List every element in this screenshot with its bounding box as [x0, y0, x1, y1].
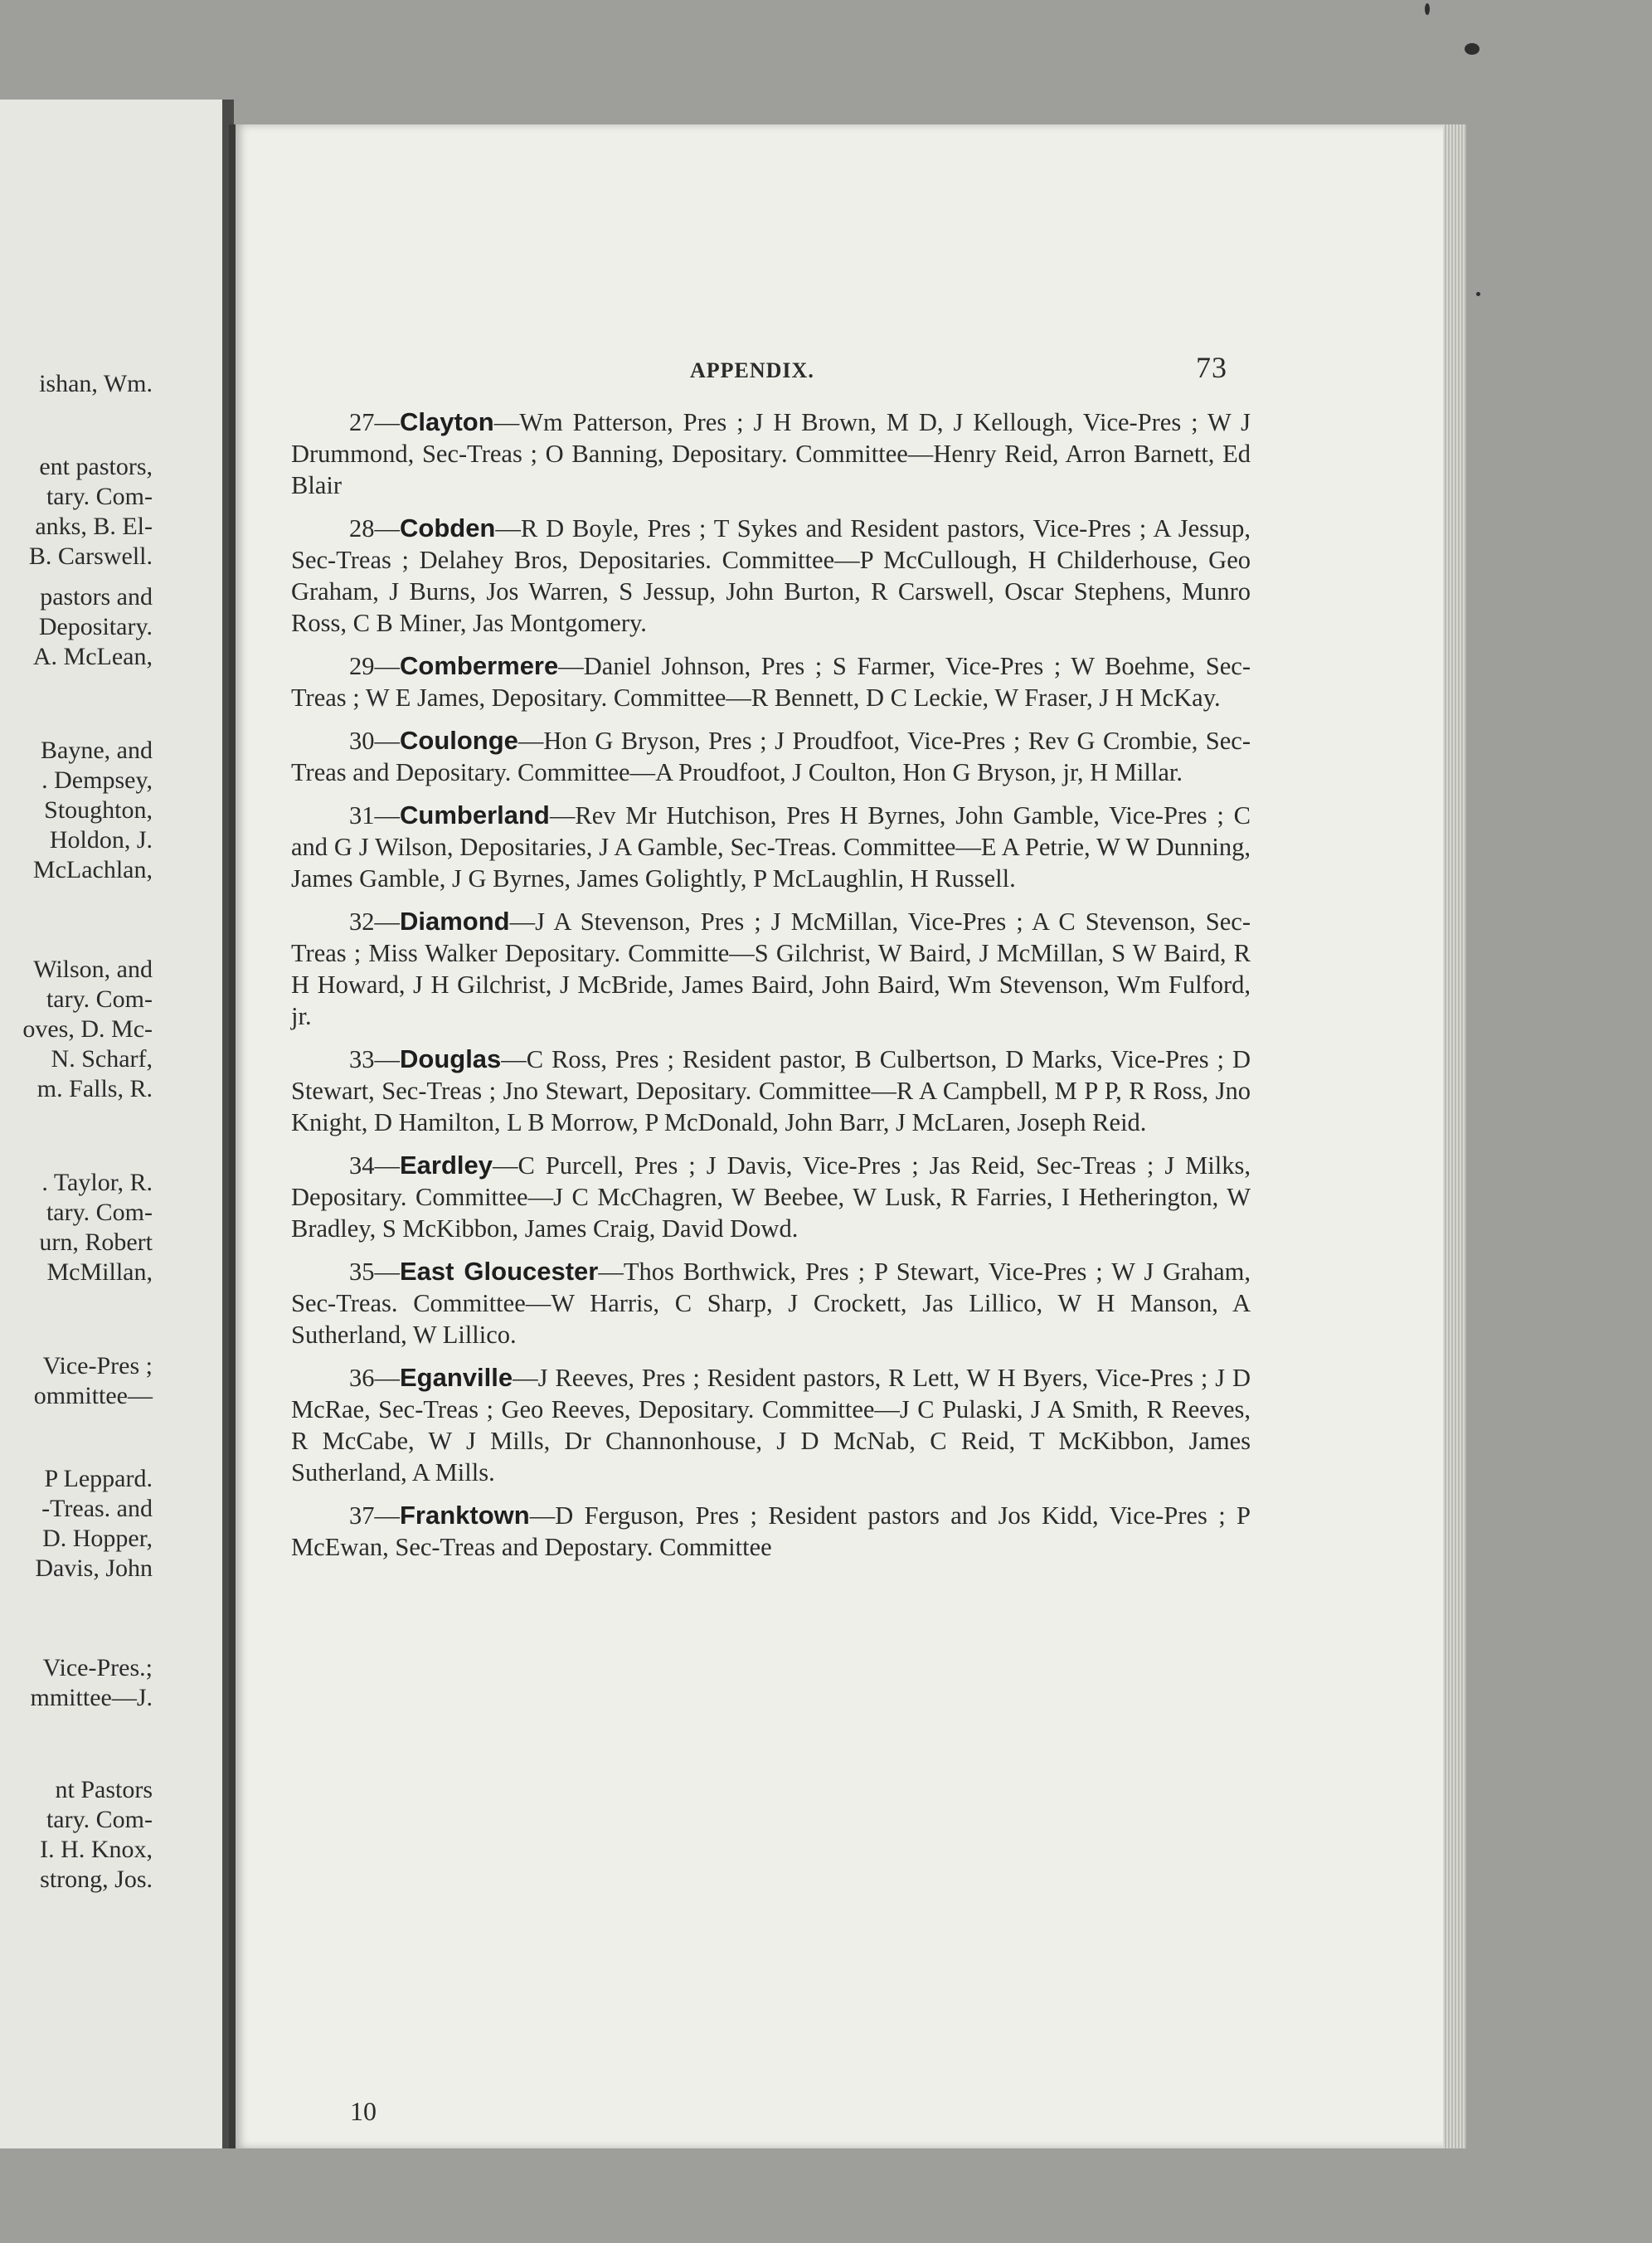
list-item: 32—Diamond—J A Stevenson, Pres ; J McMillan, Vice-Pres ; A C Stevenson, Sec-Treas ; Miss Walker Depositary. Committe—S Gilchrist, W Baird, J McMillan, S W Baird, R H Howard, J H Gilchrist, J McBride, James Baird, John Baird, Wm Stevenson, Wm Fulford, jr. — [291, 907, 1251, 1030]
left-page-line: ishan, Wm. — [39, 370, 153, 397]
left-page-line: I. H. Knox, — [40, 1836, 153, 1863]
list-item: 35—East Gloucester—Thos Borthwick, Pres ; P Stewart, Vice-Pres ; W J Graham, Sec-Treas. Committee—W Harris, C Sharp, J Crockett, Jas Lillico, W H Manson, A Sutherland, W Lillico. — [291, 1257, 1251, 1349]
left-page-line: oves, D. Mc- — [22, 1015, 153, 1043]
list-item: 29—Combermere—Daniel Johnson, Pres ; S Farmer, Vice-Pres ; W Boehme, Sec-Treas ; W E James, Depositary. Committee—R Bennett, D C Leckie, W Fraser, J H McKay. — [291, 651, 1251, 712]
left-page-line: anks, B. El- — [35, 513, 153, 540]
left-page-line: ent pastors, — [39, 453, 153, 480]
left-page-line: McMillan, — [46, 1258, 153, 1286]
left-page-line: Vice-Pres.; — [42, 1654, 153, 1681]
dust-speck — [1476, 292, 1480, 296]
left-page-line: Stoughton, — [44, 796, 153, 824]
list-item: 28—Cobden—R D Boyle, Pres ; T Sykes and Resident pastors, Vice-Pres ; A Jessup, Sec-Treas ; Delahey Bros, Depositaries. Committee—P McCullough, H Childerhouse, Geo Graham, J Burns, Jos Warren, S Jessup, John Burton, R Carswell, Oscar Stephens, Munro Ross, C B Miner, Jas Montgomery. — [291, 513, 1251, 637]
left-page-line: A. McLean, — [32, 643, 153, 670]
dust-speck — [1425, 3, 1430, 15]
entry-name: Franktown — [400, 1501, 530, 1530]
running-head: APPENDIX. — [690, 358, 814, 382]
left-page-line: urn, Robert — [39, 1229, 153, 1256]
entry-name: Diamond — [400, 907, 510, 936]
page-edges — [1443, 124, 1466, 2148]
entry-name: Eganville — [400, 1363, 513, 1392]
left-page-line: tary. Com- — [46, 483, 153, 510]
left-page-line: mmittee—J. — [30, 1684, 153, 1711]
list-item: 31—Cumberland—Rev Mr Hutchison, Pres H Byrnes, John Gamble, Vice-Pres ; C and G J Wilson, Depositaries, J A Gamble, Sec-Treas. Committee—E A Petrie, W W Dunning, James Gamble, J G Byrnes, James Golightly, P McLaughlin, H Russell. — [291, 800, 1251, 893]
list-item: 37—Franktown—D Ferguson, Pres ; Resident pastors and Jos Kidd, Vice-Pres ; P McEwan, Sec-Treas and Depostary. Committee — [291, 1501, 1251, 1561]
left-page-line: . Taylor, R. — [41, 1169, 153, 1196]
page-number: 73 — [1196, 351, 1227, 384]
left-page-line: ommittee— — [33, 1382, 153, 1409]
entry-name: Clayton — [400, 407, 494, 436]
left-page-line: -Treas. and — [41, 1495, 153, 1522]
left-page-line: pastors and — [40, 583, 153, 611]
left-page-line: D. Hopper, — [42, 1525, 153, 1552]
left-page-line: B. Carswell. — [28, 543, 153, 570]
signature-mark: 10 — [350, 2096, 377, 2126]
left-page-line: Davis, John — [35, 1555, 153, 1582]
left-page-line: Wilson, and — [33, 956, 153, 983]
entry-name: Eardley — [400, 1151, 493, 1180]
list-item: 36—Eganville—J Reeves, Pres ; Resident pastors, R Lett, W H Byers, Vice-Pres ; J D McRae, Sec-Treas ; Geo Reeves, Depositary. Committee—J C Pulaski, J A Smith, R Reeves, R McCabe, W J Mills, Dr Channonhouse, J D McNab, C Reid, T McKibbon, James Sutherland, A Mills. — [291, 1363, 1251, 1486]
list-item: 34—Eardley—C Purcell, Pres ; J Davis, Vice-Pres ; Jas Reid, Sec-Treas ; J Milks, Depositary. Committee—J C McChagren, W Beebee, W Lusk, R Farries, I Hetherington, W Bradley, S McKibbon, James Craig, David Dowd. — [291, 1151, 1251, 1243]
left-page-line: tary. Com- — [46, 1806, 153, 1833]
entry-name: Cobden — [400, 513, 496, 543]
entry-name: East Gloucester — [400, 1257, 599, 1286]
right-page — [229, 124, 1451, 2148]
left-page — [0, 100, 227, 2148]
left-page-line: nt Pastors — [55, 1776, 153, 1803]
list-item: 30—Coulonge—Hon G Bryson, Pres ; J Proudfoot, Vice-Pres ; Rev G Crombie, Sec-Treas and Depositary. Committee—A Proudfoot, J Coulton, Hon G Bryson, jr, H Millar. — [291, 726, 1251, 786]
page-body — [291, 406, 1251, 1574]
entry-name: Combermere — [400, 651, 559, 680]
list-item: 27—Clayton—Wm Patterson, Pres ; J H Brown, M D, J Kellough, Vice-Pres ; W J Drummond, Sec-Treas ; O Banning, Depositary. Committee—Henry Reid, Arron Barnett, Ed Blair — [291, 407, 1251, 499]
entry-name: Douglas — [400, 1044, 502, 1073]
left-page-line: Depositary. — [38, 613, 153, 640]
left-page-line: Bayne, and — [41, 737, 153, 764]
left-page-line: Holdon, J. — [49, 826, 153, 854]
left-page-line: strong, Jos. — [40, 1866, 153, 1893]
entry-name: Coulonge — [400, 726, 518, 755]
left-page-line: N. Scharf, — [51, 1045, 153, 1073]
left-page-line: . Dempsey, — [41, 766, 153, 794]
left-page-line: McLachlan, — [32, 856, 153, 883]
left-page-line: Vice-Pres ; — [42, 1352, 153, 1379]
left-page-line: P Leppard. — [44, 1465, 153, 1492]
entry-name: Cumberland — [400, 800, 550, 830]
left-page-line: tary. Com- — [46, 1199, 153, 1226]
dust-speck — [1465, 43, 1480, 55]
left-page-line: tary. Com- — [46, 985, 153, 1013]
list-item: 33—Douglas—C Ross, Pres ; Resident pastor, B Culbertson, D Marks, Vice-Pres ; D Stewart, Sec-Treas ; Jno Stewart, Depositary. Committee—R A Campbell, M P P, R Ross, Jno Knight, D Hamilton, L B Morrow, P McDonald, John Barr, J McLaren, Joseph Reid. — [291, 1044, 1251, 1136]
left-page-line: m. Falls, R. — [36, 1075, 153, 1102]
